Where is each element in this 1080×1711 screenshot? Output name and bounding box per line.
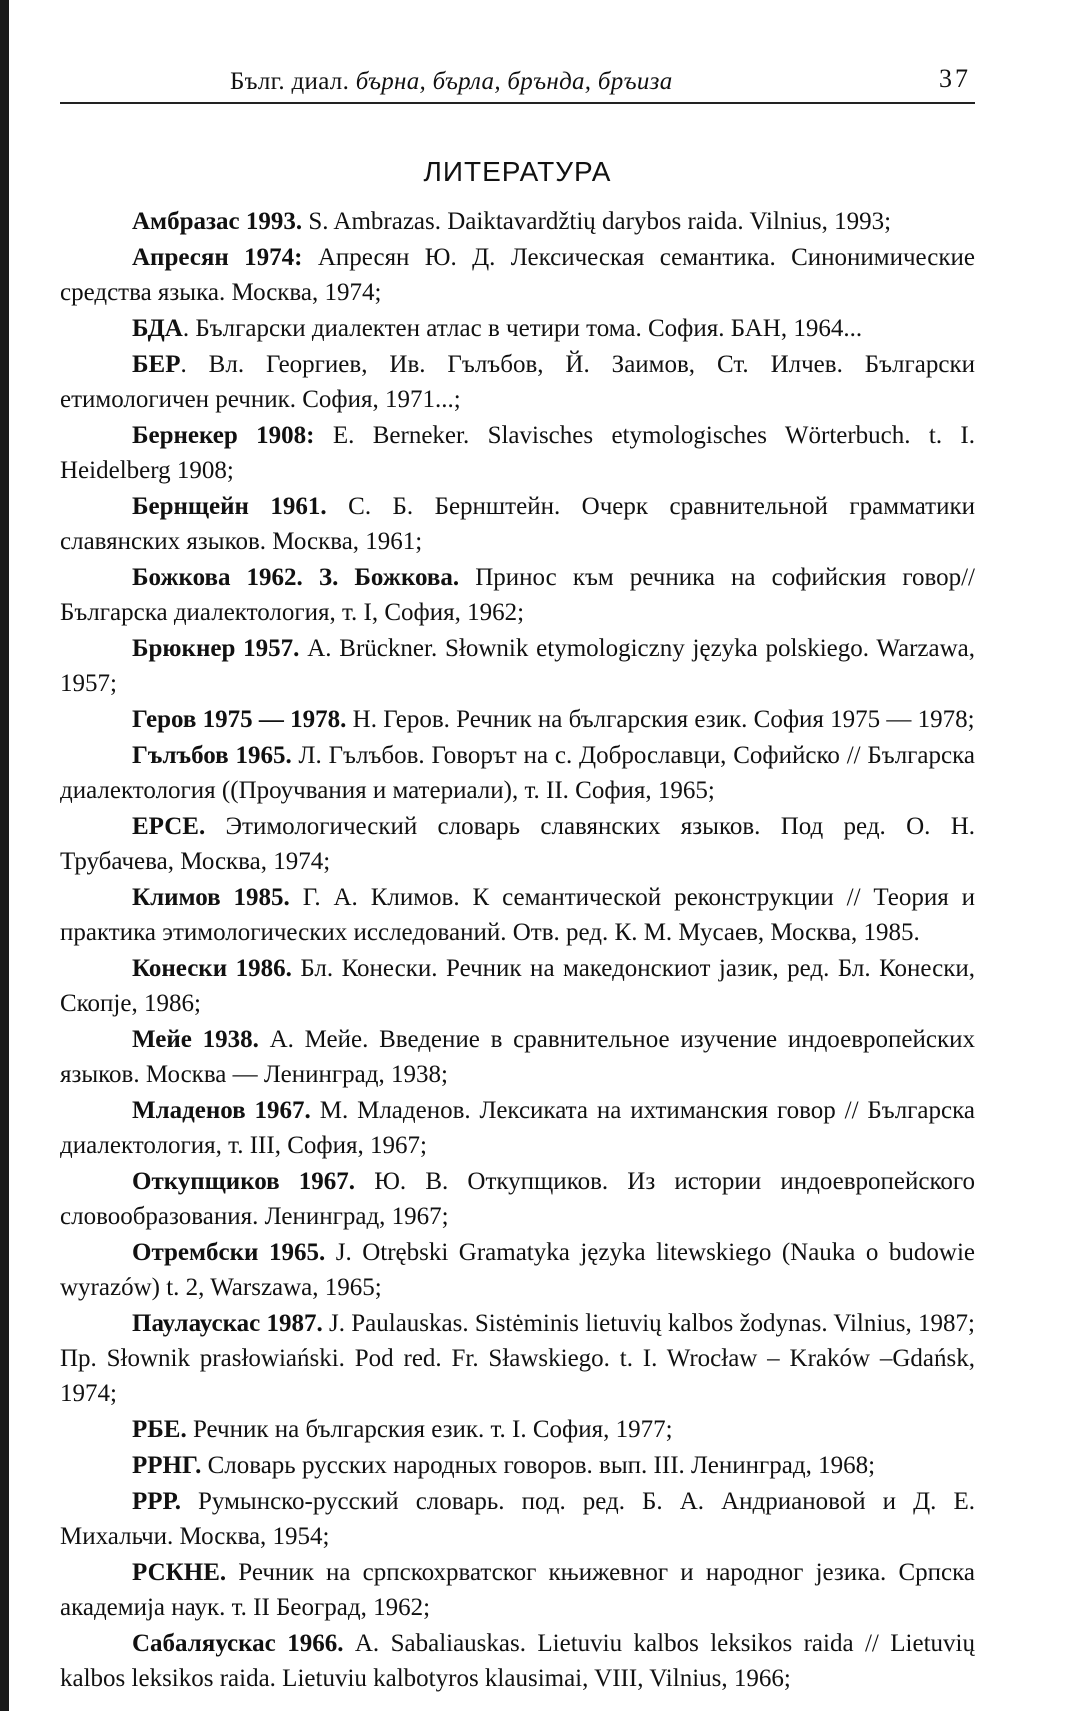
bibliography-entry	[60, 1484, 975, 1554]
entry-text: A. Brückner. Słownik etymologiczny języka polskiego. Warzawa, 1957;	[60, 635, 975, 697]
entry-text: E. Berneker. Slavisches etymologisches Wörterbuch. t. I. Heidelberg 1908;	[60, 422, 976, 484]
bibliography-entry	[60, 702, 975, 737]
bibliography-entry	[60, 311, 975, 346]
section-title: ЛИТЕРАТУРА	[423, 156, 612, 187]
bibliography-entry	[60, 1306, 975, 1411]
entry-key: Откупщиков 1967.	[132, 1168, 356, 1195]
entry-key: РСКНЕ.	[132, 1559, 227, 1586]
header-italic-words: бърна, бърла, бръндa, бръиза	[355, 68, 673, 95]
entry-key: РРР.	[132, 1488, 181, 1515]
bibliography-entry	[60, 347, 975, 417]
entry-key: Бернщейн 1961.	[132, 493, 327, 520]
entry-key: БДА	[132, 315, 183, 342]
entry-key: Брюкнер 1957.	[132, 635, 300, 662]
bibliography-entry	[60, 809, 975, 879]
bibliography-entry	[60, 631, 975, 701]
entry-key: Отрембски 1965.	[132, 1239, 326, 1266]
bibliography-entry	[60, 1235, 975, 1305]
entry-text: Румынско-русский словарь. под. ред. Б. А. Андриановой и Д. Е. Михальчи. Москва, 1954;	[60, 1488, 975, 1550]
bibliography-entry	[60, 1626, 975, 1696]
bibliography-entry	[60, 240, 975, 310]
entry-text: Речник на српскохрватског књижевног и народног језика. Српска академија наук. т. II Београд, 1962;	[60, 1559, 975, 1621]
running-header	[60, 62, 975, 104]
entry-text: А. Мейе. Введение в сравнительное изучение индоевропейских языков. Москва — Ленинград, 1938;	[60, 1026, 975, 1088]
bibliography-entry	[60, 560, 975, 630]
entry-key: Конески 1986.	[132, 955, 292, 982]
entry-text: Этимологический словарь славянских языков. Под ред. О. Н. Трубачева, Москва, 1974;	[60, 813, 975, 875]
entry-key: Амбразас 1993.	[132, 208, 303, 235]
bibliography-entry	[60, 1093, 975, 1163]
entry-text: Ю. В. Откупщиков. Из истории индоевропейского словообразования. Ленинград, 1967;	[60, 1168, 975, 1230]
entry-text: Апресян Ю. Д. Лексическая семантика. Синонимические средства языка. Москва, 1974;	[60, 244, 975, 306]
entry-key: БЕР	[132, 351, 181, 378]
entry-key: Бернекер 1908:	[132, 422, 315, 449]
bibliography-entry	[60, 1448, 975, 1483]
entry-key: Мейе 1938.	[132, 1026, 259, 1053]
entry-text: . Български диалектен атлас в четири тома. София. БАН, 1964...	[182, 315, 863, 342]
bibliography-entry	[60, 1412, 975, 1447]
bibliography-entry	[60, 1555, 975, 1625]
entry-text: Принос към речника на софийския говор// Българска диалектология, т. I, София, 1962;	[60, 564, 976, 626]
entry-text: A. Sabaliauskas. Lietuviu kalbos leksikos raida // Lietuvių kalbos leksikos raida. Lietuviu kalbotyros klausimai, VIII, Vilnius, 1966;	[60, 1630, 975, 1692]
bibliography-entry	[60, 951, 975, 1021]
entry-text: Н. Геров. Речник на българския език. София 1975 — 1978;	[346, 706, 975, 733]
bibliography-entry	[60, 738, 975, 808]
entry-key: Климов 1985.	[132, 884, 290, 911]
entry-key: РРНГ.	[132, 1452, 202, 1479]
entry-text: S. Ambrazas. Daiktavardžtių darybos raida. Vilnius, 1993;	[302, 208, 892, 235]
entry-key: ЕРСЕ.	[132, 813, 206, 840]
header-title	[230, 68, 673, 96]
entry-key: Младенов 1967.	[132, 1097, 311, 1124]
entry-text: J. Paulauskas. Sistėminis lietuvių kalbos žodynas. Vilnius, 1987; Пр. Słownik prasłowiański. Pod red. Fr. Sławskiego. t. I. Wrocław – Kraków –Gdańsk, 1974;	[60, 1310, 975, 1407]
entry-text: Г. А. Климов. К семантической реконструкции // Теория и практика этимологических исследований. Отв. ред. К. М. Мусаев, Москва, 1985.	[60, 884, 975, 946]
entry-key: Апресян 1974:	[132, 244, 303, 271]
bibliography-entry	[60, 1164, 975, 1234]
entry-key: Божкова 1962. З. Божкова.	[132, 564, 460, 591]
bibliography-entry	[60, 1022, 975, 1092]
page	[60, 62, 975, 1697]
entry-text: Речник на българския език. т. I. София, 1977;	[186, 1416, 673, 1443]
entry-key: РБЕ.	[132, 1416, 187, 1443]
entry-key: Геров 1975 — 1978.	[132, 706, 347, 733]
scan-left-edge	[0, 0, 9, 1711]
entry-text: С. Б. Бернштейн. Очерк сравнительной грамматики славянских языков. Москва, 1961;	[60, 493, 975, 555]
entry-text: . Вл. Георгиев, Ив. Гълъбов, Й. Заимов, Ст. Илчев. Български етимологичен речник. София, 1971...;	[60, 351, 975, 413]
entry-text: М. Младенов. Лексиката на ихтиманския говор // Българска диалектология, т. III, София, 1967;	[60, 1097, 975, 1159]
entry-key: Сабаляускас 1966.	[132, 1630, 344, 1657]
page-number: 37	[939, 64, 971, 93]
bibliography-entry	[60, 418, 975, 488]
bibliography-entry	[60, 204, 975, 239]
entry-text: Л. Гълъбов. Говорът на с. Доброславци, Софийско // Българска диалектология ((Проучвания и материали), т. II. София, 1965;	[60, 742, 975, 804]
entry-text: J. Otrębski Gramatyka języka litewskiego (Nauka o budowie wyrazów) t. 2, Warszawa, 1965;	[60, 1239, 976, 1301]
bibliography-entry	[60, 489, 975, 559]
bibliography-list	[60, 204, 975, 1696]
entry-text: Словарь русских народных говоров. вып. III. Ленинград, 1968;	[201, 1452, 876, 1479]
header-prefix: Бълг. диал.	[230, 68, 350, 95]
entry-key: Гълъбов 1965.	[132, 742, 292, 769]
bibliography-entry	[60, 880, 975, 950]
entry-key: Паулаускас 1987.	[132, 1310, 323, 1337]
entry-text: Бл. Конески. Речник на македонскиот јазик, ред. Бл. Конески, Скопје, 1986;	[60, 955, 975, 1017]
